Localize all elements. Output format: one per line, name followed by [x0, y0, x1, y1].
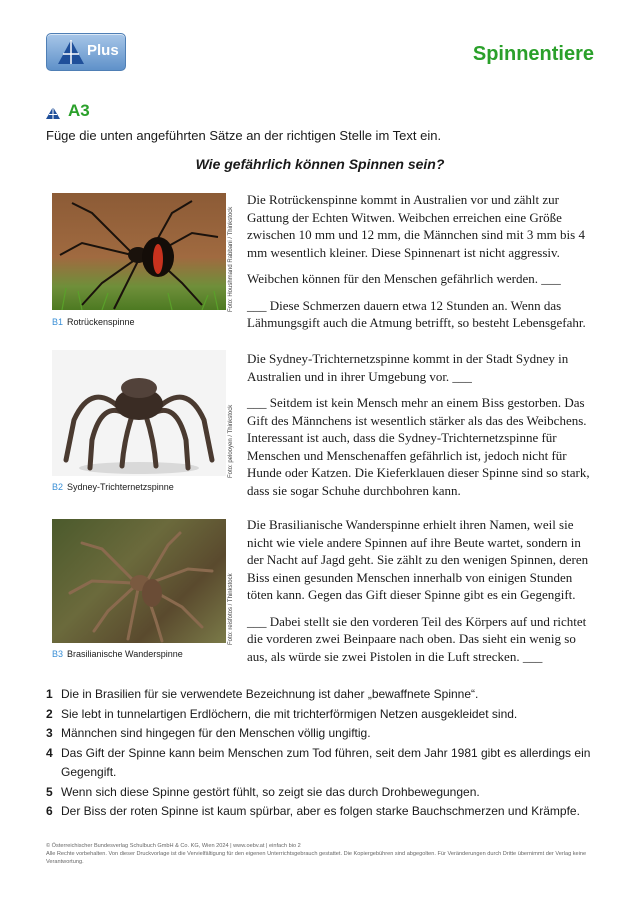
sentence-number: 4 [46, 745, 53, 760]
task-instruction: Füge die unten angeführten Sätze an der richtigen Stelle im Text ein. [46, 128, 442, 143]
figure-caption-text: Rotrückenspinne [67, 317, 135, 327]
sentence-number: 3 [46, 726, 53, 740]
sentence-text: Wenn sich diese Spinne gestört fühlt, so zeigt sie das durch Drohbewegungen. [61, 784, 480, 799]
triangle-logo-icon [57, 39, 85, 65]
logo-text: Plus [87, 42, 119, 59]
paragraph: Die Sydney-Trichternetzspinne kommt in der Stadt Sydney in Australien und in ihrer Umgebung vor. ___ [247, 351, 569, 384]
sentence-number: 2 [46, 706, 53, 721]
paragraph: ___ Seitdem ist kein Mensch mehr an einem Biss gestorben. Das Gift des Männchens ist wesentlich stärker als das des Weibchens. Interessant ist auch, dass die Sydney-Trichternetzspinne für Menschen und Menschenaffen gefährlich ist, jedoch nicht für Hunde oder Katzen. Die Kieferklauen dieser Spinne sind so stark, dass sie sogar Schuhe durchbohren kann. [247, 395, 590, 498]
paragraph: ___ Dabei stellt sie den vorderen Teil des Körpers auf und richtet die vorderen zwei Beinpaare nach oben. Das sieht ein wenig so aus, als würde sie zwei Pistolen in die Luft strecken. ___ [247, 613, 587, 664]
figure-caption [52, 649, 183, 659]
sentence-text: Sie lebt in tunnelartigen Erdlöchern, die mit trichterförmigen Netzen ausgekleidet sind. [61, 706, 518, 721]
funnel-web-spider-image [52, 350, 226, 476]
task-number: A3 [68, 101, 90, 120]
figure-caption-text: Brasilianische Wanderspinne [67, 649, 183, 659]
list-item [46, 744, 594, 783]
photo-wandering-spider [52, 519, 226, 643]
sentence-number: 1 [46, 687, 53, 701]
sentence-text: Männchen sind hingegen für den Menschen völlig ungiftig. [61, 726, 371, 740]
photo-funnel-web-spider [52, 350, 226, 476]
figure-number: B1 [52, 317, 64, 327]
wandering-spider-image [52, 519, 226, 643]
sentence-text: Das Gift der Spinne kann beim Menschen zum Tod führen, seit dem Jahr 1981 gibt es allerdings ein Gegengift. [61, 745, 591, 779]
photo-credit: Foto: Houshmand Rabbani / Thinkstock [228, 206, 234, 312]
list-item [46, 724, 594, 744]
footer-line: © Österreichischer Bundesverlag Schulbuch GmbH & Co. KG, Wien 2024 | www.oebv.at | einfach bio 2 [46, 843, 301, 849]
sentence-number: 5 [46, 784, 53, 799]
copyright-footer [46, 842, 594, 866]
paragraph: Weibchen können für den Menschen gefährlich werden. ___ [247, 271, 561, 286]
section-heading: Wie gefährlich können Spinnen sein? [195, 156, 445, 172]
footer-line: Alle Rechte vorbehalten. Von dieser Druckvorlage ist die Vervielfältigung für den eigenen Unterrichtsgebrauch gestattet. Die Kopiergebühren sind abgegolten. Für Veränderungen durch Dritte übernimmt der Verlag keine Verantwortung. [46, 851, 587, 865]
sentence-list [46, 685, 594, 822]
figure-number: B3 [52, 649, 64, 659]
sentence-text: Der Biss der roten Spinne ist kaum spürbar, aber es folgen starke Bauchschmerzen und Krämpfe. [61, 804, 580, 818]
list-item [46, 802, 594, 822]
list-item [46, 685, 594, 705]
figure-number: B2 [52, 482, 64, 492]
text-block-redback [247, 191, 593, 341]
publisher-logo [46, 33, 126, 71]
text-block-funnel-web [247, 350, 593, 508]
photo-redback-spider [52, 193, 226, 310]
list-item [46, 783, 594, 803]
paragraph: Die Brasilianische Wanderspinne erhielt ihren Namen, weil sie nicht wie viele andere Spinnen auf ihre Beute wartet, sondern in der Nacht auf Jagd geht. Sie zählt zu den wenigen Spinnen, deren Biss einen gesunden Menschen innerhalb von einigen Stunden töten kann. Gegen das Gift dieser Spinne gibt es ein Gegengift. [247, 517, 589, 602]
figure-caption [52, 317, 135, 327]
photo-credit: Foto: reisfotos / Thinkstock [228, 573, 234, 645]
redback-spider-image [52, 193, 226, 310]
sentence-text: Die in Brasilien für sie verwendete Bezeichnung ist daher „bewaffnete Spinne“. [61, 687, 479, 701]
list-item [46, 705, 594, 725]
paragraph: Die Rotrückenspinne kommt in Australien vor und zählt zur Gattung der Echten Witwen. Weibchen erreichen eine Größe zwischen 10 mm und 12 mm, die Männchen sind mit 3 mm bis 4 mm wesentlich kleiner. Diese Spinnenart ist nicht aggressiv. [247, 192, 585, 260]
text-block-wandering [247, 516, 593, 674]
figure-caption [52, 482, 174, 492]
difficulty-triangle-icon [46, 107, 60, 119]
photo-credit: Foto: pelooyen / Thinkstock [228, 404, 234, 478]
page-title: Spinnentiere [472, 43, 594, 65]
figure-caption-text: Sydney-Trichternetzspinne [67, 482, 174, 492]
sentence-number: 6 [46, 804, 53, 818]
paragraph: ___ Diese Schmerzen dauern etwa 12 Stunden an. Wenn das Lähmungsgift auch die Atmung betrifft, so besteht Lebensgefahr. [247, 297, 586, 330]
